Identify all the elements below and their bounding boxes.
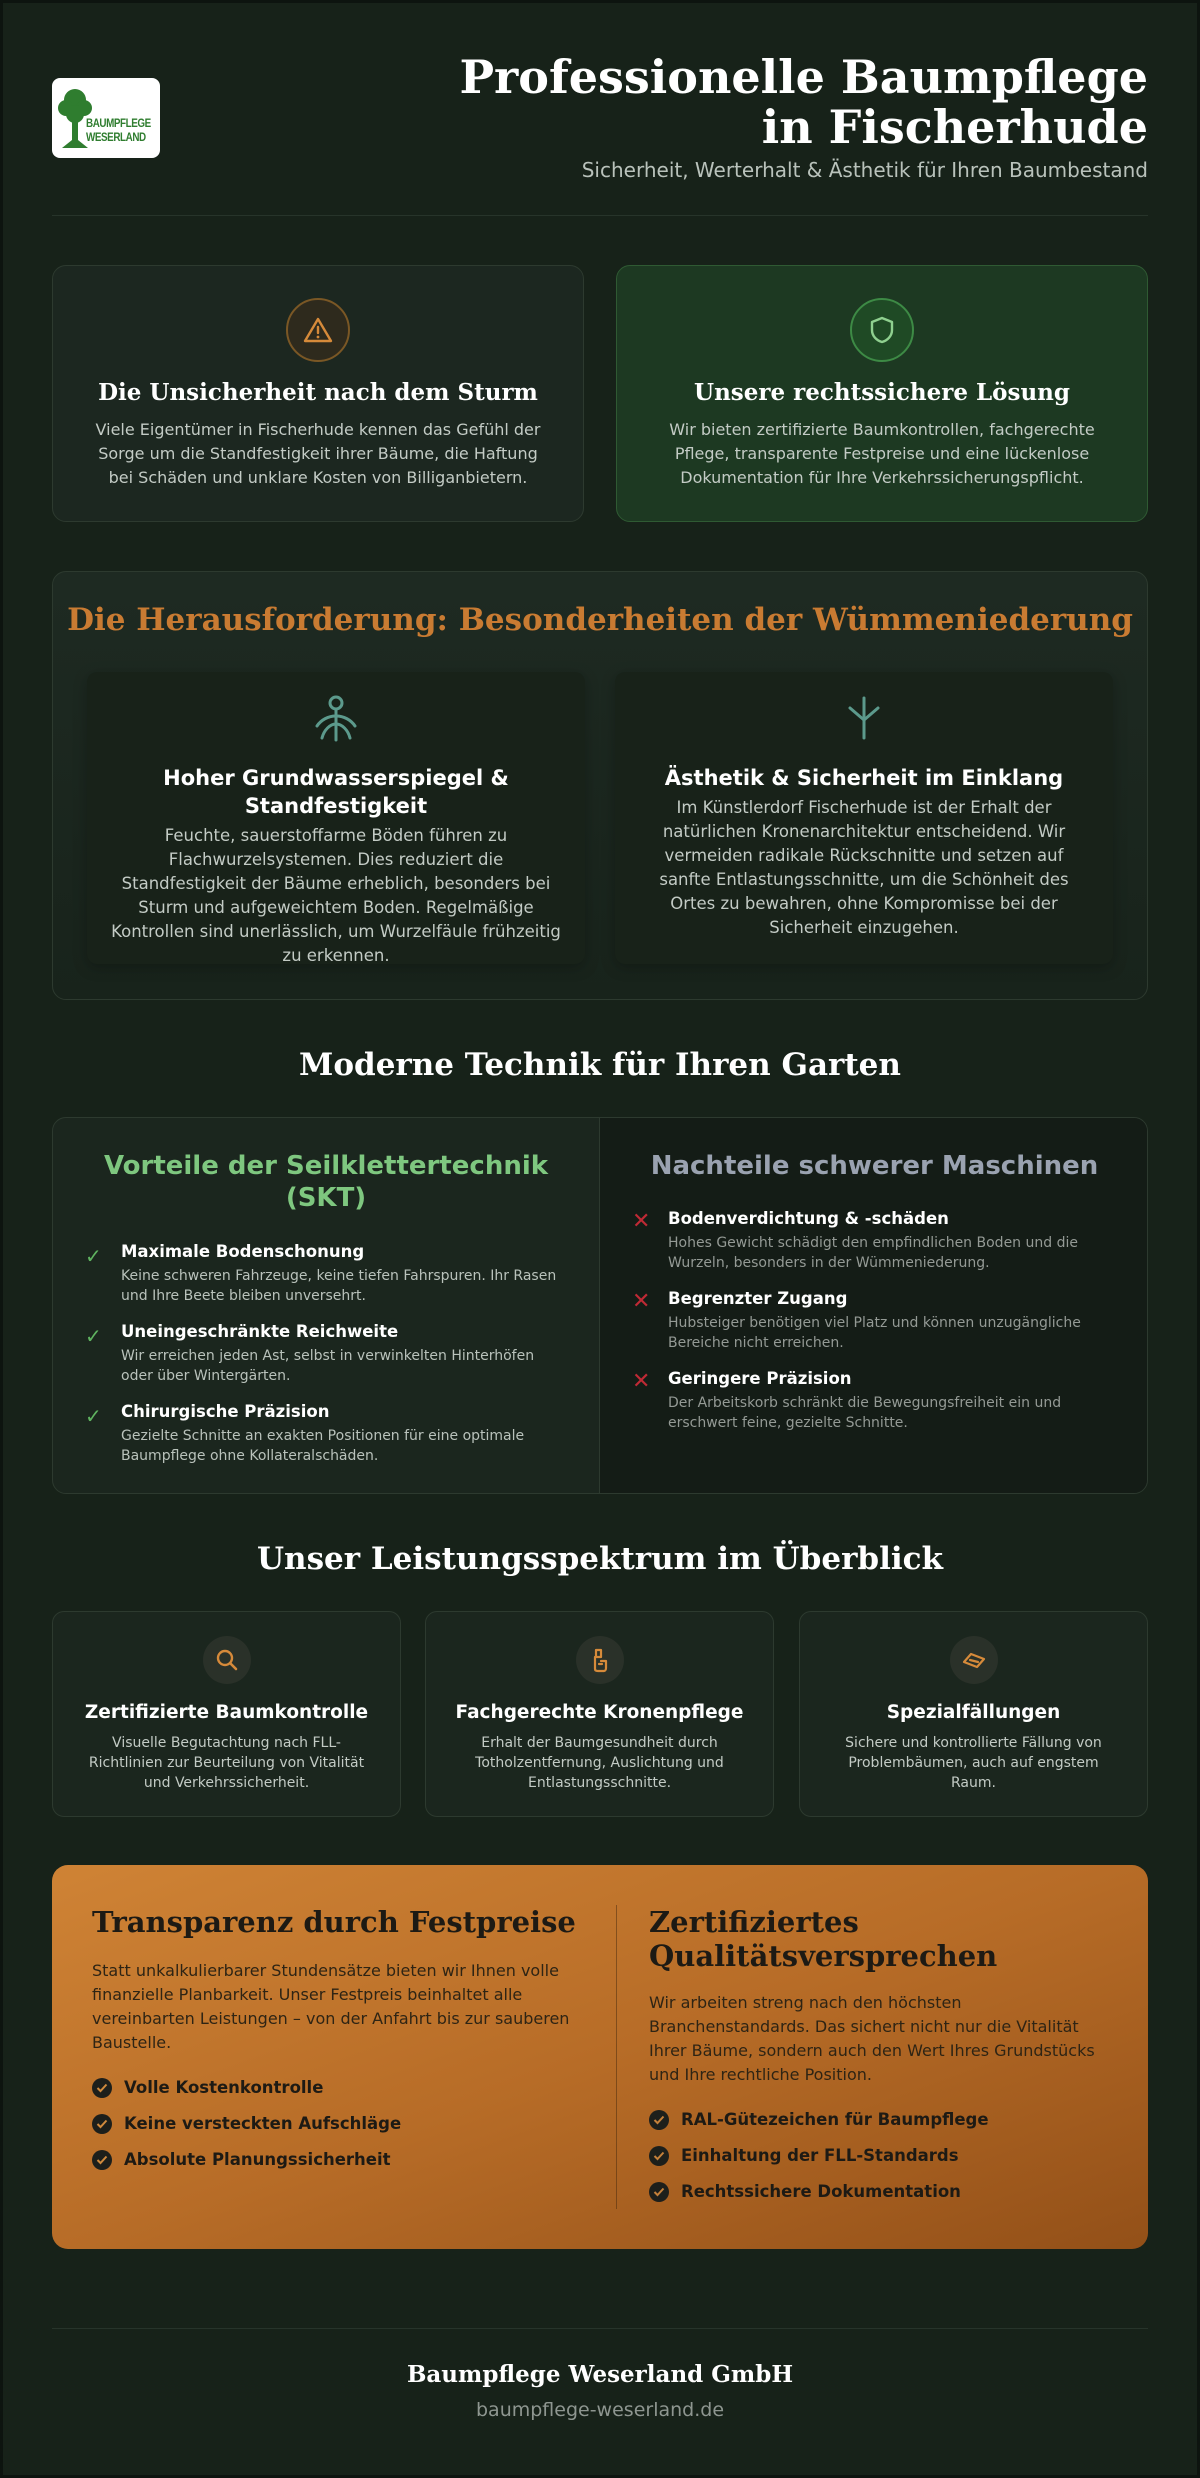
check-circle-icon xyxy=(649,2182,669,2202)
pros-title: Vorteile der Seilklettertechnik (SKT) xyxy=(103,1151,549,1213)
service-title: Zertifizierte Baumkontrolle xyxy=(84,1702,369,1723)
page-subtitle: Sicherheit, Werterhalt & Ästhetik für Ihren Baumbestand xyxy=(581,158,1148,182)
checklist-item-label: RAL-Gütezeichen für Baumpflege xyxy=(681,2110,989,2129)
page-header xyxy=(52,52,1148,216)
pricing-text: Statt unkalkulierbarer Stundensätze bieten wir Ihnen volle finanzielle Planbarkeit. Unser Festpreis beinhaltet alle vereinbarten Leistungen – von der Anfahrt bis zur sauberen Baustelle. xyxy=(92,1961,570,2052)
service-text: Visuelle Begutachtung nach FLL-Richtlinien zur Beurteilung von Vitalität und Verkehrssicherheit. xyxy=(88,1735,365,1791)
logo-wordmark xyxy=(86,116,151,144)
company-logo[interactable] xyxy=(52,78,160,158)
shield-icon-circle xyxy=(850,298,914,362)
cons-item-title: Begrenzter Zugang xyxy=(668,1289,848,1308)
checklist-item-label: Volle Kostenkontrolle xyxy=(124,2078,324,2097)
quality-title: Zertifiziertes Qualitätsversprechen xyxy=(649,1905,998,1973)
service-icon-circle xyxy=(950,1636,998,1684)
challenge-title: Die Herausforderung: Besonderheiten der Wümmeniederung xyxy=(67,602,1133,638)
service-icon-circle xyxy=(203,1636,251,1684)
checklist-item xyxy=(92,2149,582,2185)
check-circle-icon xyxy=(92,2078,112,2098)
hand-pruner-icon xyxy=(589,1647,611,1673)
page-title: Professionelle Baumpflege in Fischerhude xyxy=(459,50,1148,154)
challenge-section xyxy=(52,571,1148,1000)
logo-text-line-1: BAUMPFLEGE xyxy=(86,116,151,130)
footer-company-name: Baumpflege Weserland GmbH xyxy=(406,2361,794,2388)
challenge-item-title: Hoher Grundwasserspiegel & Standfestigkeit xyxy=(163,766,509,818)
roots-icon xyxy=(313,694,359,744)
problem-card-text: Viele Eigentümer in Fischerhude kennen das Gefühl der Sorge um die Standfestigkeit ihrer Bäume, die Haftung bei Schäden und unklare Kosten von Billiganbietern. xyxy=(95,420,541,487)
service-title: Spezialfällungen xyxy=(886,1702,1061,1723)
warning-icon-circle xyxy=(286,298,350,362)
pros-item-text: Keine schweren Fahrzeuge, keine tiefen Fahrspuren. Ihr Rasen und Ihre Beete bleiben unversehrt. xyxy=(121,1268,557,1304)
cons-item-text: Hohes Gewicht schädigt den empfindlichen Boden und die Wurzeln, besonders in der Wümmeniederung. xyxy=(668,1235,1078,1271)
service-card-special-felling[interactable] xyxy=(799,1611,1148,1817)
checklist-item-label: Rechtssichere Dokumentation xyxy=(681,2182,961,2201)
technique-title: Moderne Technik für Ihren Garten xyxy=(299,1047,901,1083)
check-circle-icon xyxy=(649,2110,669,2130)
shield-icon xyxy=(869,315,895,345)
cross-icon: ✕ xyxy=(632,1289,651,1314)
challenge-item-text: Feuchte, sauerstoffarme Böden führen zu Flachwurzelsystemen. Dies reduziert die Standfestigkeit der Bäume erheblich, besonders bei Sturm und aufgeweichtem Boden. Regelmäßige Kontrollen sind unerlässlich, um Wurzelfäule frühzeitig zu erkennen. xyxy=(111,826,561,965)
check-icon: ✓ xyxy=(85,1244,102,1268)
quality-column xyxy=(649,1905,1119,2217)
checklist-item xyxy=(649,2145,1119,2181)
pros-item-text: Gezielte Schnitte an exakten Positionen für eine optimale Baumpflege ohne Kollateralschäden. xyxy=(121,1428,525,1464)
pricing-column xyxy=(92,1905,582,2185)
services-title: Unser Leistungsspektrum im Überblick xyxy=(257,1541,943,1577)
problem-card-title: Die Unsicherheit nach dem Sturm xyxy=(98,379,538,406)
service-card-tree-inspection[interactable] xyxy=(52,1611,401,1817)
checklist-item xyxy=(92,2077,582,2113)
quality-text: Wir arbeiten streng nach den höchsten Branchenstandards. Das sichert nicht nur die Vitalität Ihrer Bäume, sondern auch den Wert Ihres Grundstücks und Ihre rechtliche Position. xyxy=(649,1993,1095,2084)
checklist-item xyxy=(649,2181,1119,2217)
challenge-item-groundwater xyxy=(87,672,585,964)
problem-card xyxy=(52,265,584,522)
check-circle-icon xyxy=(92,2114,112,2134)
service-title: Fachgerechte Kronenpflege xyxy=(455,1702,744,1723)
footer-divider xyxy=(52,2328,1148,2329)
cons-item-title: Bodenverdichtung & -schäden xyxy=(668,1209,949,1228)
pros-item-title: Maximale Bodenschonung xyxy=(121,1242,365,1261)
logo-text-line-2: WESERLAND xyxy=(86,130,146,144)
promise-divider xyxy=(616,1905,617,2209)
solution-card-text: Wir bieten zertifizierte Baumkontrollen, fachgerechte Pflege, transparente Festpreise und eine lückenlose Dokumentation für Ihre Verkehrssicherungspflicht. xyxy=(669,420,1095,487)
solution-card xyxy=(616,265,1148,522)
checklist-item-label: Keine versteckten Aufschläge xyxy=(124,2114,402,2133)
technique-comparison xyxy=(52,1117,1148,1494)
cons-item-text: Der Arbeitskorb schränkt die Bewegungsfreiheit ein und erschwert feine, gezielte Schnitte. xyxy=(668,1395,1062,1431)
saw-icon xyxy=(961,1650,987,1670)
pros-item-title: Chirurgische Präzision xyxy=(121,1402,330,1421)
checklist-item-label: Absolute Planungssicherheit xyxy=(124,2150,391,2169)
quality-checklist xyxy=(649,2109,1119,2217)
cons-item-title: Geringere Präzision xyxy=(668,1369,852,1388)
pros-column xyxy=(53,1118,599,1493)
service-text: Sichere und kontrollierte Fällung von Problembäumen, auch auf engstem Raum. xyxy=(845,1735,1102,1791)
pricing-title: Transparenz durch Festpreise xyxy=(92,1905,576,1939)
checklist-item xyxy=(92,2113,582,2149)
promise-panel xyxy=(52,1865,1148,2249)
check-icon: ✓ xyxy=(85,1404,102,1428)
challenge-item-aesthetics xyxy=(615,672,1113,964)
checklist-item xyxy=(649,2109,1119,2145)
service-card-crown-care[interactable] xyxy=(425,1611,774,1817)
checklist-item-label: Einhaltung der FLL-Standards xyxy=(681,2146,959,2165)
check-circle-icon xyxy=(92,2150,112,2170)
pros-item-text: Wir erreichen jeden Ast, selbst in verwinkelten Hinterhöfen oder über Wintergärten. xyxy=(121,1348,535,1384)
magnifier-icon xyxy=(215,1648,239,1672)
check-icon: ✓ xyxy=(85,1324,102,1348)
challenge-item-title: Ästhetik & Sicherheit im Einklang xyxy=(664,766,1064,790)
cross-icon: ✕ xyxy=(632,1369,651,1394)
cons-item-text: Hubsteiger benötigen viel Platz und können unzugängliche Bereiche nicht erreichen. xyxy=(668,1315,1081,1351)
cons-title: Nachteile schwerer Maschinen xyxy=(650,1151,1099,1181)
pros-item-title: Uneingeschränkte Reichweite xyxy=(121,1322,399,1341)
service-text: Erhalt der Baumgesundheit durch Totholzentfernung, Auslichtung und Entlastungsschnitte. xyxy=(475,1735,724,1791)
challenge-item-text: Im Künstlerdorf Fischerhude ist der Erhalt der natürlichen Kronenarchitektur entscheidend. Wir vermeiden radikale Rückschnitte und setzen auf sanfte Entlastungsschnitte, um die Schönheit des Ortes zu bewahren, ohne Kompromisse bei der Sicherheit einzugehen. xyxy=(659,798,1069,937)
cross-icon: ✕ xyxy=(632,1209,651,1234)
branch-icon xyxy=(846,694,882,740)
solution-card-title: Unsere rechtssichere Lösung xyxy=(694,379,1070,406)
warning-triangle-icon xyxy=(303,316,333,344)
check-circle-icon xyxy=(649,2146,669,2166)
footer-website-link[interactable]: baumpflege-weserland.de xyxy=(475,2399,725,2421)
pricing-checklist xyxy=(92,2077,582,2185)
cons-column xyxy=(599,1118,1148,1493)
service-icon-circle xyxy=(576,1636,624,1684)
